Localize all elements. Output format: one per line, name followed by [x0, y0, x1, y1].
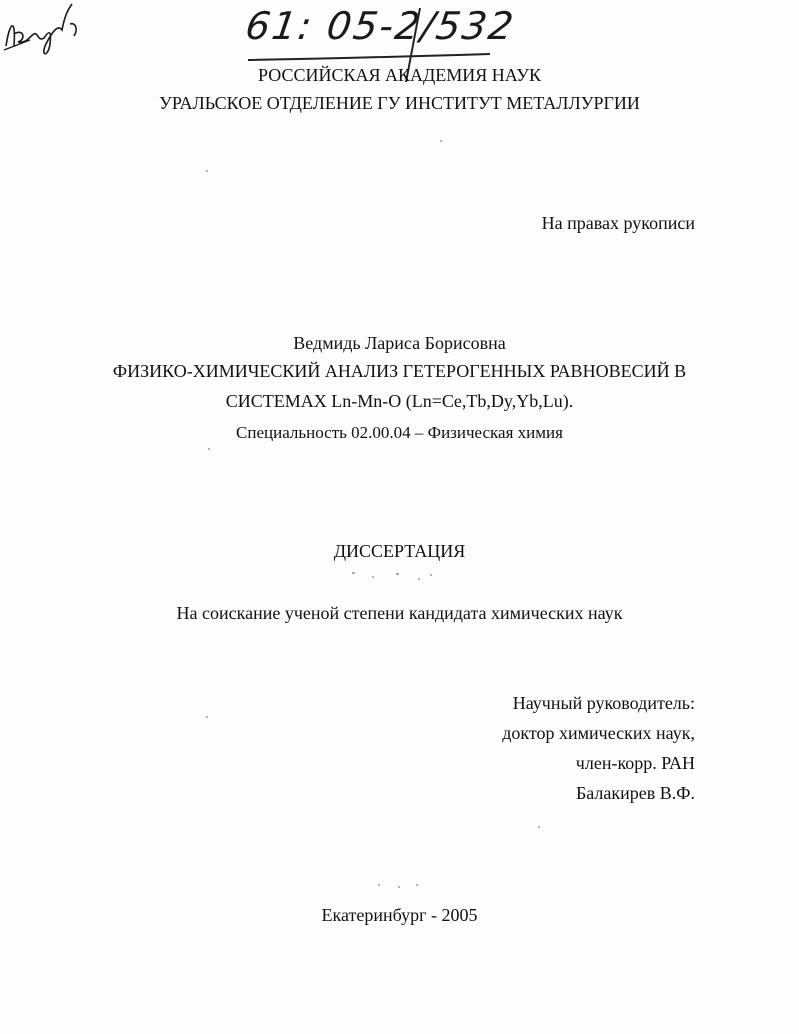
- manuscript-rights: На правах рукописи: [541, 213, 695, 233]
- scan-speck: [206, 170, 208, 172]
- degree-purpose: На соискание ученой степени кандидата химических наук: [176, 603, 623, 623]
- archive-mark: 61: 05-2/532: [242, 4, 518, 48]
- scan-speck: [206, 716, 208, 718]
- title-line-1: ФИЗИКО-ХИМИЧЕСКИЙ АНАЛИЗ ГЕТЕРОГЕННЫХ РАВНОВЕСИЙ В: [112, 361, 687, 381]
- scan-speck: [396, 573, 399, 575]
- supervisor-name: Балакирев В.Ф.: [575, 783, 695, 803]
- scan-speck: [398, 886, 400, 888]
- scan-speck: [352, 572, 355, 574]
- city-year: Екатеринбург - 2005: [321, 905, 478, 925]
- scan-speck: [430, 574, 432, 576]
- scan-speck: [378, 884, 380, 886]
- scan-speck: [416, 884, 418, 886]
- supervisor-label: Научный руководитель:: [512, 693, 695, 713]
- specialty: Специальность 02.00.04 – Физическая химия: [236, 423, 563, 442]
- author-name: Ведмидь Лариса Борисовна: [293, 333, 506, 353]
- scan-speck: [372, 576, 374, 578]
- scan-speck: [208, 448, 210, 450]
- doc-type: ДИССЕРТАЦИЯ: [333, 541, 466, 561]
- supervisor-rank: член-корр. РАН: [575, 753, 695, 773]
- scan-speck: [418, 578, 420, 580]
- scan-speck: [538, 826, 540, 828]
- signature: [0, 0, 90, 60]
- scan-speck: [440, 140, 442, 142]
- supervisor-degree: доктор химических наук,: [502, 723, 695, 743]
- title-line-2: СИСТЕМАХ Ln-Mn-O (Ln=Ce,Tb,Dy,Yb,Lu).: [225, 391, 574, 411]
- org-line-1: РОССИЙСКАЯ АКАДЕМИЯ НАУК: [258, 65, 541, 85]
- org-line-2: УРАЛЬСКОЕ ОТДЕЛЕНИЕ ГУ ИНСТИТУТ МЕТАЛЛУРГИИ: [159, 93, 640, 113]
